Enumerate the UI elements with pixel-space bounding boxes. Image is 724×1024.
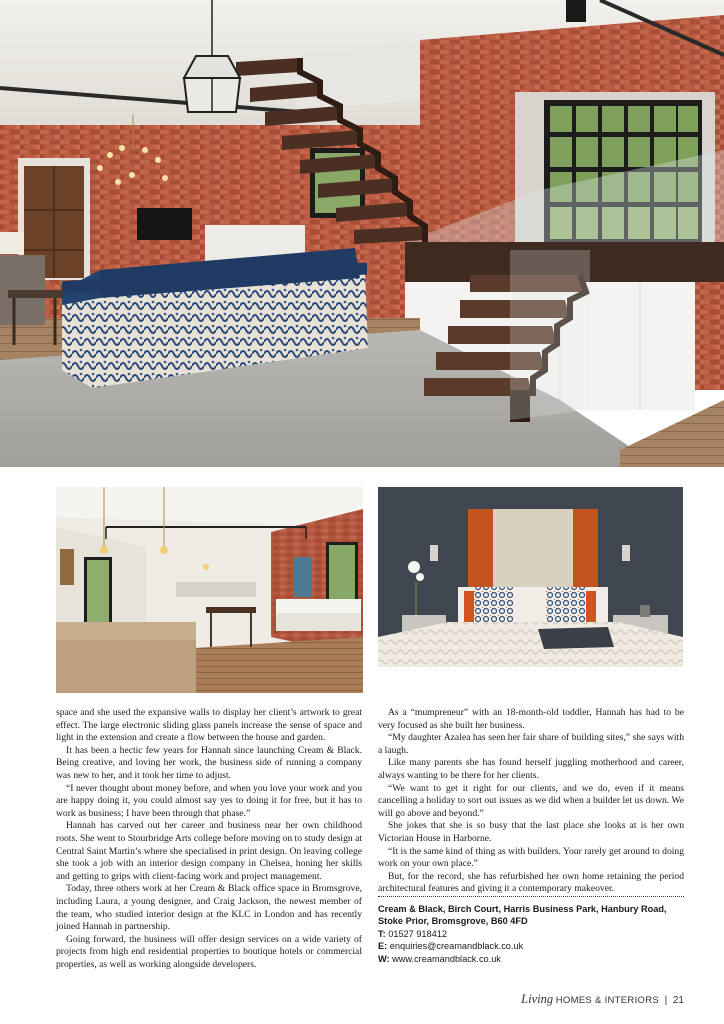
- article-column-right: [378, 707, 684, 896]
- contact-web-link[interactable]: www.creamandblack.co.uk: [392, 953, 501, 964]
- paragraph: But, for the record, she has refurbished her own home retaining the period architectural features and giving it a contemporary makeover.: [378, 870, 684, 895]
- magazine-brand: Living: [521, 992, 554, 1006]
- paragraph: “It is the same kind of thing as with builders. Your rarely get around to doing work on your own place.”: [378, 845, 684, 870]
- web-label: W:: [378, 953, 390, 964]
- paragraph: She jokes that she is so busy that the last place she looks at is her own Victorian House in Harborne.: [378, 820, 684, 844]
- paragraph: “We want to get it right for our clients, and we do, even if it means cancelling a holiday to sort out issues as we did when a builder let us down. We will go above and beyond.”: [378, 782, 684, 819]
- kitchen-photo: [56, 487, 363, 693]
- contact-email-row: [378, 940, 684, 952]
- contact-phone-row: [378, 928, 684, 940]
- paragraph: Going forward, the business will offer design services on a wide variety of projects from high end residential properties to boutique hotels or commercial properties, as well as working alongside developers.: [56, 933, 362, 970]
- bedroom-photo: [378, 487, 683, 667]
- contact-web-row: [378, 953, 684, 965]
- phone-label: T:: [378, 928, 386, 939]
- paragraph: space and she used the expansive walls to display her client’s artwork to great effect. The large electronic sliding glass panels increase the sense of space and light in the extension and create a flow between the house and garden.: [56, 707, 362, 744]
- page-footer: [521, 992, 684, 1007]
- paragraph: Like many parents she has found herself juggling motherhood and career, always wanting to be there for her clients.: [378, 757, 684, 781]
- article-column-left: [56, 707, 362, 971]
- hero-photo: [0, 0, 724, 467]
- page-number: 21: [672, 995, 684, 1006]
- paragraph: As a “mumpreneur” with an 18-month-old toddler, Hannah has had to be very focused as she built her business.: [378, 707, 684, 731]
- footer-separator: |: [664, 995, 668, 1006]
- contact-box: [378, 896, 684, 965]
- section-name: HOMES & INTERIORS: [555, 995, 660, 1006]
- paragraph: Today, three others work at her Cream & Black office space in Bromsgrove, including Laura, a young designer, and Craig Jackson, the newest member of the team, who studied interior design at the KLC in London and has recently joined Hannah in partnership.: [56, 883, 362, 933]
- contact-phone: 01527 918412: [388, 928, 447, 939]
- contact-email-link[interactable]: enquiries@creamandblack.co.uk: [389, 941, 524, 952]
- paragraph: It has been a hectic few years for Hannah since launching Cream & Black. Being creative, and loving her work, the business side of running a company was new to her, and it took her time to adjust.: [56, 744, 362, 781]
- contact-address: Cream & Black, Birch Court, Harris Business Park, Hanbury Road, Stoke Prior, Bromsgrove, B60 4FD: [378, 904, 667, 927]
- email-label: E:: [378, 941, 388, 952]
- paragraph: Hannah has carved out her career and business near her own childhood roots. She went to Stourbridge Arts college before moving on to study design at Central Saint Martin’s where she specialised in print design. On leaving college she took a job with an interior design company in Chelsea, honing her skills and getting to grips with client-facing work and project management.: [56, 820, 362, 882]
- paragraph: “I never thought about money before, and when you love your work and you are happy doing it, you could almost say yes to doing it for free, but it has to work as business; I have been through that phase.”: [56, 782, 362, 819]
- paragraph: “My daughter Azalea has seen her fair share of building sites,” she says with a laugh.: [378, 732, 684, 756]
